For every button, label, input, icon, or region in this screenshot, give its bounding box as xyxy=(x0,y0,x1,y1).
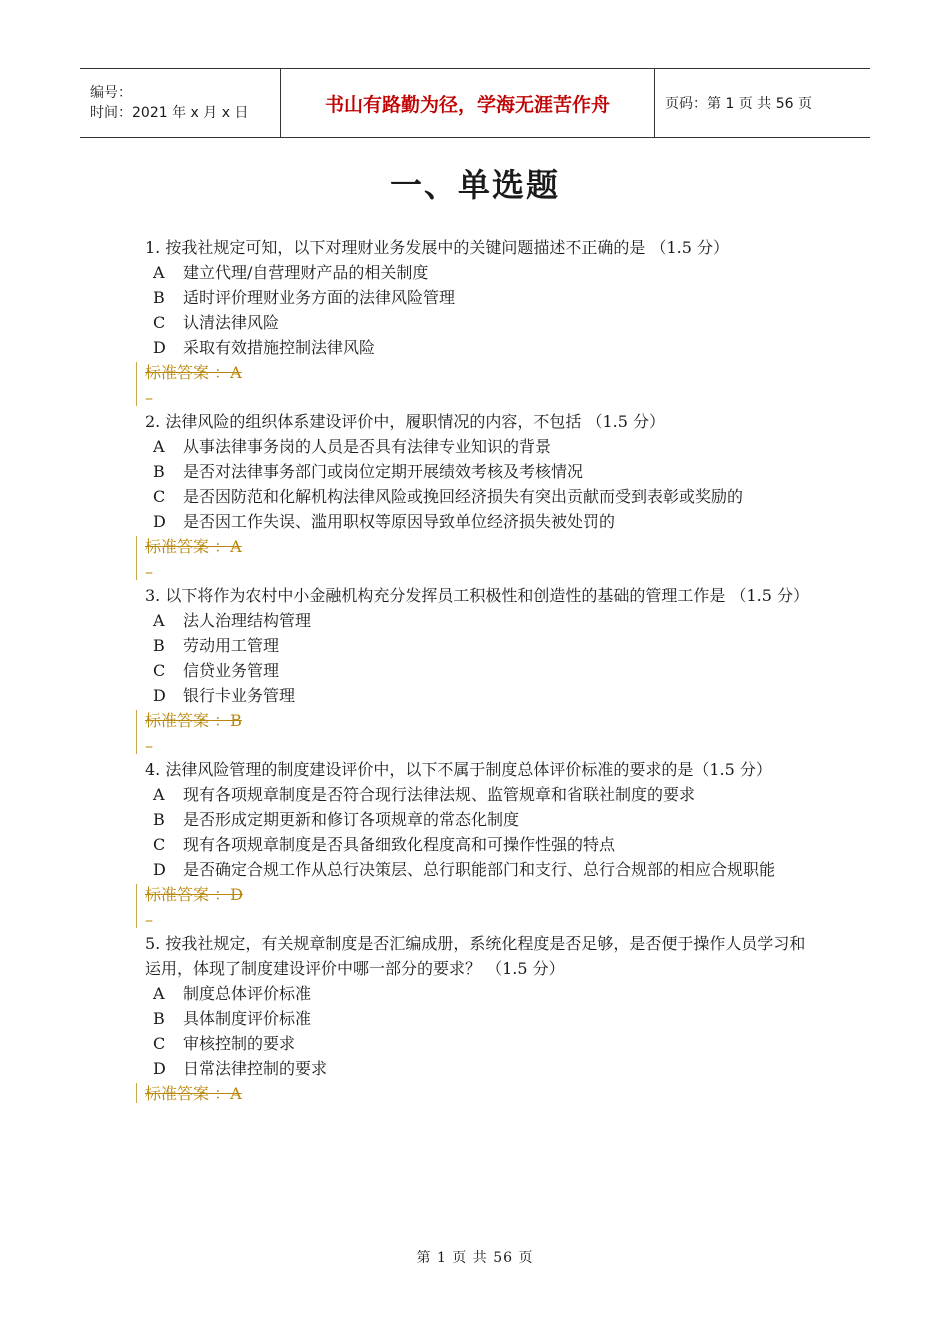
option-text: 审核控制的要求 xyxy=(183,1034,296,1053)
option-letter: B xyxy=(153,636,165,655)
option-text: 适时评价理财业务方面的法律风险管理 xyxy=(183,288,456,307)
question-4 xyxy=(145,757,810,931)
option-d xyxy=(145,683,810,708)
option-b xyxy=(145,1006,810,1031)
option-c xyxy=(145,832,810,857)
time-label: 时间：2021 年 x 月 x 日 xyxy=(90,105,249,121)
option-d xyxy=(145,857,810,882)
option-text: 建立代理/自营理财产品的相关制度 xyxy=(183,263,429,282)
option-letter: A xyxy=(153,785,165,804)
option-letter: C xyxy=(153,661,166,680)
question-list xyxy=(145,235,810,1106)
option-b xyxy=(145,807,810,832)
option-letter: B xyxy=(153,1009,165,1028)
option-text: 是否对法律事务部门或岗位定期开展绩效考核及考核情况 xyxy=(183,462,584,481)
option-c xyxy=(145,484,810,509)
option-letter: C xyxy=(153,1034,166,1053)
option-letter: A xyxy=(153,437,165,456)
answer-dash: – xyxy=(145,910,153,929)
option-text: 现有各项规章制度是否符合现行法律法规、监管规章和省联社制度的要求 xyxy=(183,785,696,804)
option-letter: D xyxy=(153,512,166,531)
option-text: 法人治理结构管理 xyxy=(183,611,312,630)
answer-block xyxy=(145,360,810,409)
option-a xyxy=(145,260,810,285)
answer-dash: – xyxy=(145,562,153,581)
option-a xyxy=(145,981,810,1006)
number-label: 编号： xyxy=(90,85,132,101)
option-b xyxy=(145,285,810,310)
option-text: 银行卡业务管理 xyxy=(183,686,296,705)
option-letter: B xyxy=(153,810,165,829)
option-letter: B xyxy=(153,462,165,481)
question-text: 5. 按我社规定，有关规章制度是否汇编成册，系统化程度是否足够，是否便于操作人员学习和运用，体现了制度建设评价中哪一部分的要求？ （1.5 分） xyxy=(145,934,806,978)
option-text: 劳动用工管理 xyxy=(183,636,280,655)
option-text: 具体制度评价标准 xyxy=(183,1009,312,1028)
option-c xyxy=(145,310,810,335)
option-letter: B xyxy=(153,288,165,307)
option-b xyxy=(145,633,810,658)
document-header xyxy=(80,68,870,138)
option-d xyxy=(145,335,810,360)
option-d xyxy=(145,1056,810,1081)
option-letter: A xyxy=(153,984,165,1003)
option-letter: C xyxy=(153,487,166,506)
option-text: 日常法律控制的要求 xyxy=(183,1059,328,1078)
option-text: 从事法律事务岗的人员是否具有法律专业知识的背景 xyxy=(183,437,552,456)
standard-answer: 标准答案 ：A xyxy=(145,1084,242,1103)
option-letter: D xyxy=(153,338,166,357)
answer-block xyxy=(145,708,810,757)
option-a xyxy=(145,608,810,633)
revision-bar xyxy=(136,884,137,928)
section-title: 一、单选题 xyxy=(389,166,560,204)
option-letter: A xyxy=(153,263,165,282)
option-text: 是否因工作失误、滥用职权等原因导致单位经济损失被处罚的 xyxy=(183,512,616,531)
page-footer: 第 1 页 共 56 页 xyxy=(416,1250,534,1266)
question-3 xyxy=(145,583,810,757)
header-page-info: 页码：第 1 页 共 56 页 xyxy=(665,96,812,112)
option-text: 认清法律风险 xyxy=(183,313,280,332)
standard-answer: 标准答案 ：A xyxy=(145,537,242,556)
option-c xyxy=(145,658,810,683)
option-letter: D xyxy=(153,860,166,879)
option-text: 信贷业务管理 xyxy=(183,661,280,680)
question-text: 1. 按我社规定可知，以下对理财业务发展中的关键问题描述不正确的是 （1.5 分） xyxy=(145,238,729,257)
question-text: 3. 以下将作为农村中小金融机构充分发挥员工积极性和创造性的基础的管理工作是 （1.5 分） xyxy=(145,586,809,605)
answer-block xyxy=(145,1081,810,1106)
question-text: 4. 法律风险管理的制度建设评价中，以下不属于制度总体评价标准的要求的是（1.5 分） xyxy=(145,760,772,779)
question-1 xyxy=(145,235,810,409)
option-text: 是否确定合规工作从总行决策层、总行职能部门和支行、总行合规部的相应合规职能 xyxy=(183,860,776,879)
option-letter: D xyxy=(153,686,166,705)
question-text: 2. 法律风险的组织体系建设评价中，履职情况的内容，不包括 （1.5 分） xyxy=(145,412,665,431)
option-letter: D xyxy=(153,1059,166,1078)
revision-bar xyxy=(136,710,137,754)
option-a xyxy=(145,434,810,459)
standard-answer: 标准答案 ：A xyxy=(145,363,242,382)
standard-answer: 标准答案 ：D xyxy=(145,885,243,904)
option-letter: C xyxy=(153,835,166,854)
option-text: 是否形成定期更新和修订各项规章的常态化制度 xyxy=(183,810,520,829)
header-meta xyxy=(80,69,281,137)
option-text: 是否因防范和化解机构法律风险或挽回经济损失有突出贡献而受到表彰或奖励的 xyxy=(183,487,744,506)
revision-bar xyxy=(136,1083,137,1103)
option-b xyxy=(145,459,810,484)
option-d xyxy=(145,509,810,534)
option-text: 制度总体评价标准 xyxy=(183,984,312,1003)
answer-dash: – xyxy=(145,388,153,407)
revision-bar xyxy=(136,536,137,580)
answer-block xyxy=(145,882,810,931)
option-letter: C xyxy=(153,313,166,332)
question-2 xyxy=(145,409,810,583)
answer-dash: – xyxy=(145,736,153,755)
answer-block xyxy=(145,534,810,583)
option-text: 现有各项规章制度是否具备细致化程度高和可操作性强的特点 xyxy=(183,835,616,854)
option-c xyxy=(145,1031,810,1056)
standard-answer: 标准答案 ：B xyxy=(145,711,242,730)
option-text: 采取有效措施控制法律风险 xyxy=(183,338,376,357)
header-motto: 书山有路勤为径，学海无涯苦作舟 xyxy=(281,69,655,137)
question-5 xyxy=(145,931,810,1106)
revision-bar xyxy=(136,362,137,406)
option-a xyxy=(145,782,810,807)
option-letter: A xyxy=(153,611,165,630)
